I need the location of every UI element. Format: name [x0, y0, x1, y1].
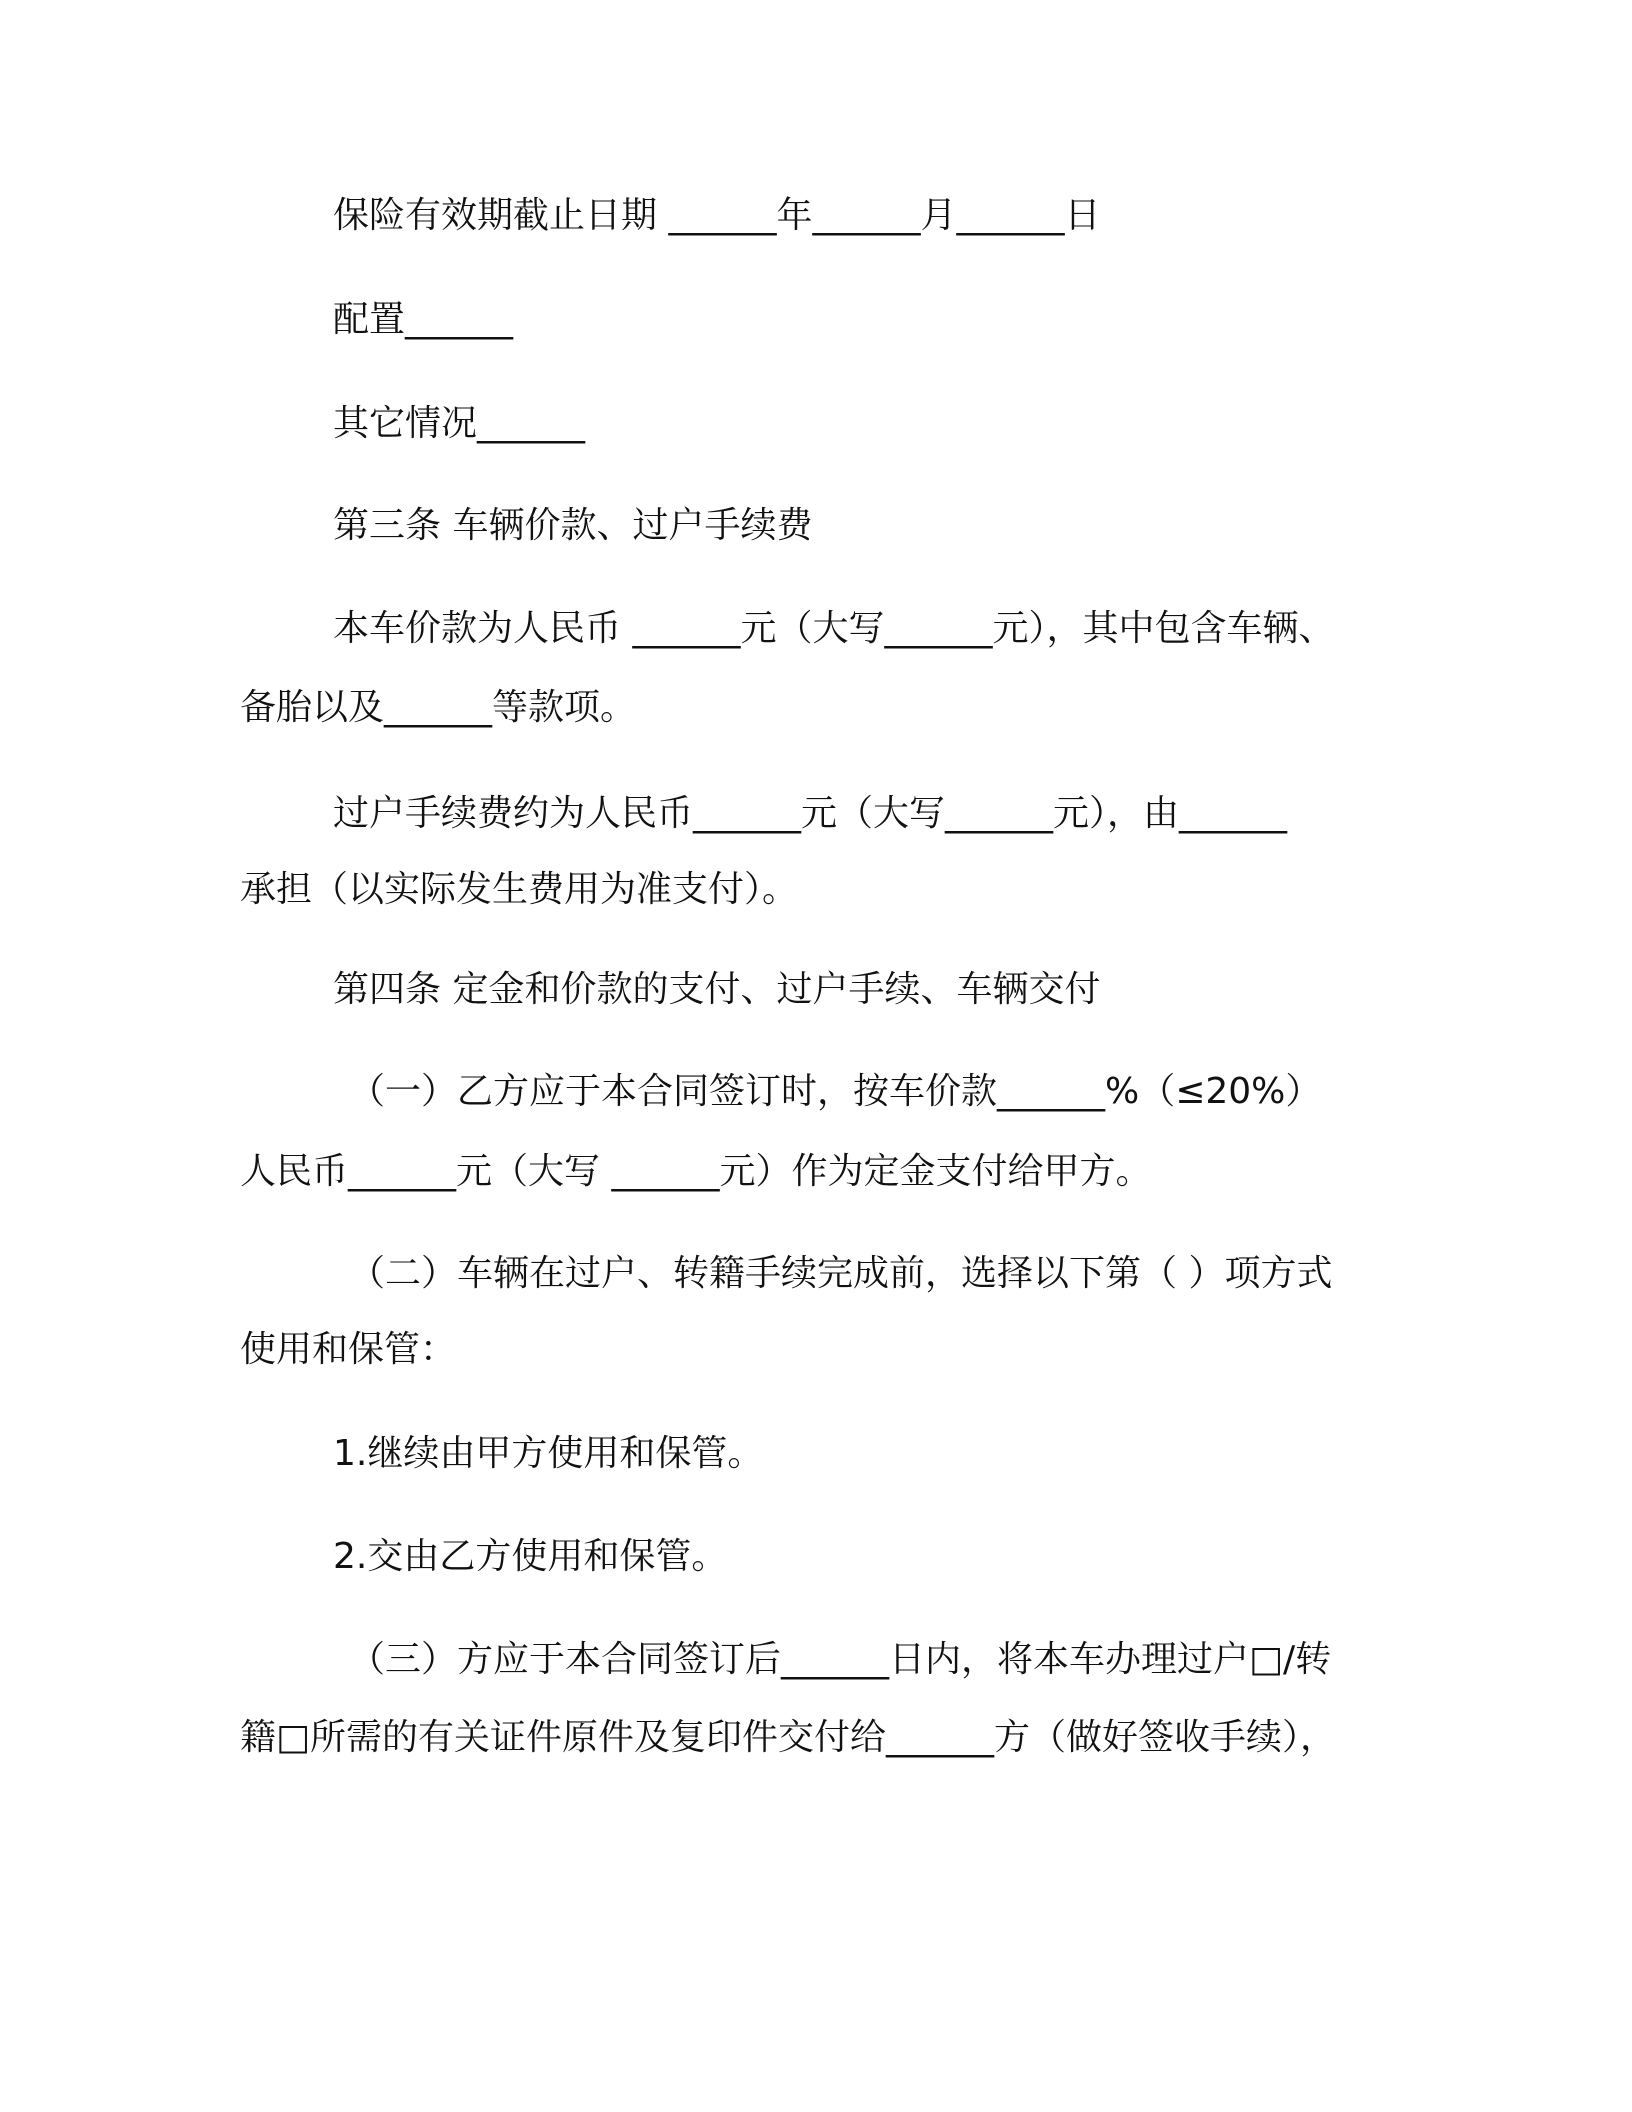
transfer-fee-line-2: 承担（以实际发生费用为准支付）。	[240, 869, 799, 910]
clause-1-line-1: （一）乙方应于本合同签订时，按车价款______%（≤20%）	[349, 1071, 1322, 1112]
other-conditions-line: 其它情况______	[333, 403, 586, 444]
configuration-line: 配置______	[333, 299, 514, 340]
transfer-fee-line-1: 过户手续费约为人民币______元（大写______元），由______	[333, 793, 1288, 834]
option-1-line: 1.继续由甲方使用和保管。	[333, 1433, 764, 1474]
price-paragraph-line-1: 本车价款为人民币 ______元（大写______元），其中包含车辆、	[333, 608, 1335, 649]
clause-2-line-2: 使用和保管：	[240, 1329, 457, 1370]
article-3-heading: 第三条 车辆价款、过户手续费	[333, 505, 813, 546]
clause-1-line-2: 人民币______元（大写 ______元）作为定金支付给甲方。	[240, 1151, 1152, 1192]
clause-3-line-2: 籍□所需的有关证件原件及复印件交付给______方（做好签收手续），	[240, 1717, 1337, 1758]
option-2-line: 2.交由乙方使用和保管。	[333, 1536, 728, 1577]
article-4-heading: 第四条 定金和价款的支付、过户手续、车辆交付	[333, 969, 1101, 1010]
insurance-expiry-line: 保险有效期截止日期 ______年______月______日	[333, 195, 1101, 236]
clause-2-line-1: （二）车辆在过户、转籍手续完成前，选择以下第（ ）项方式	[349, 1253, 1333, 1294]
price-paragraph-line-2: 备胎以及______等款项。	[240, 687, 637, 728]
clause-3-line-1: （三）方应于本合同签订后______日内，将本车办理过户□/转	[349, 1639, 1332, 1680]
